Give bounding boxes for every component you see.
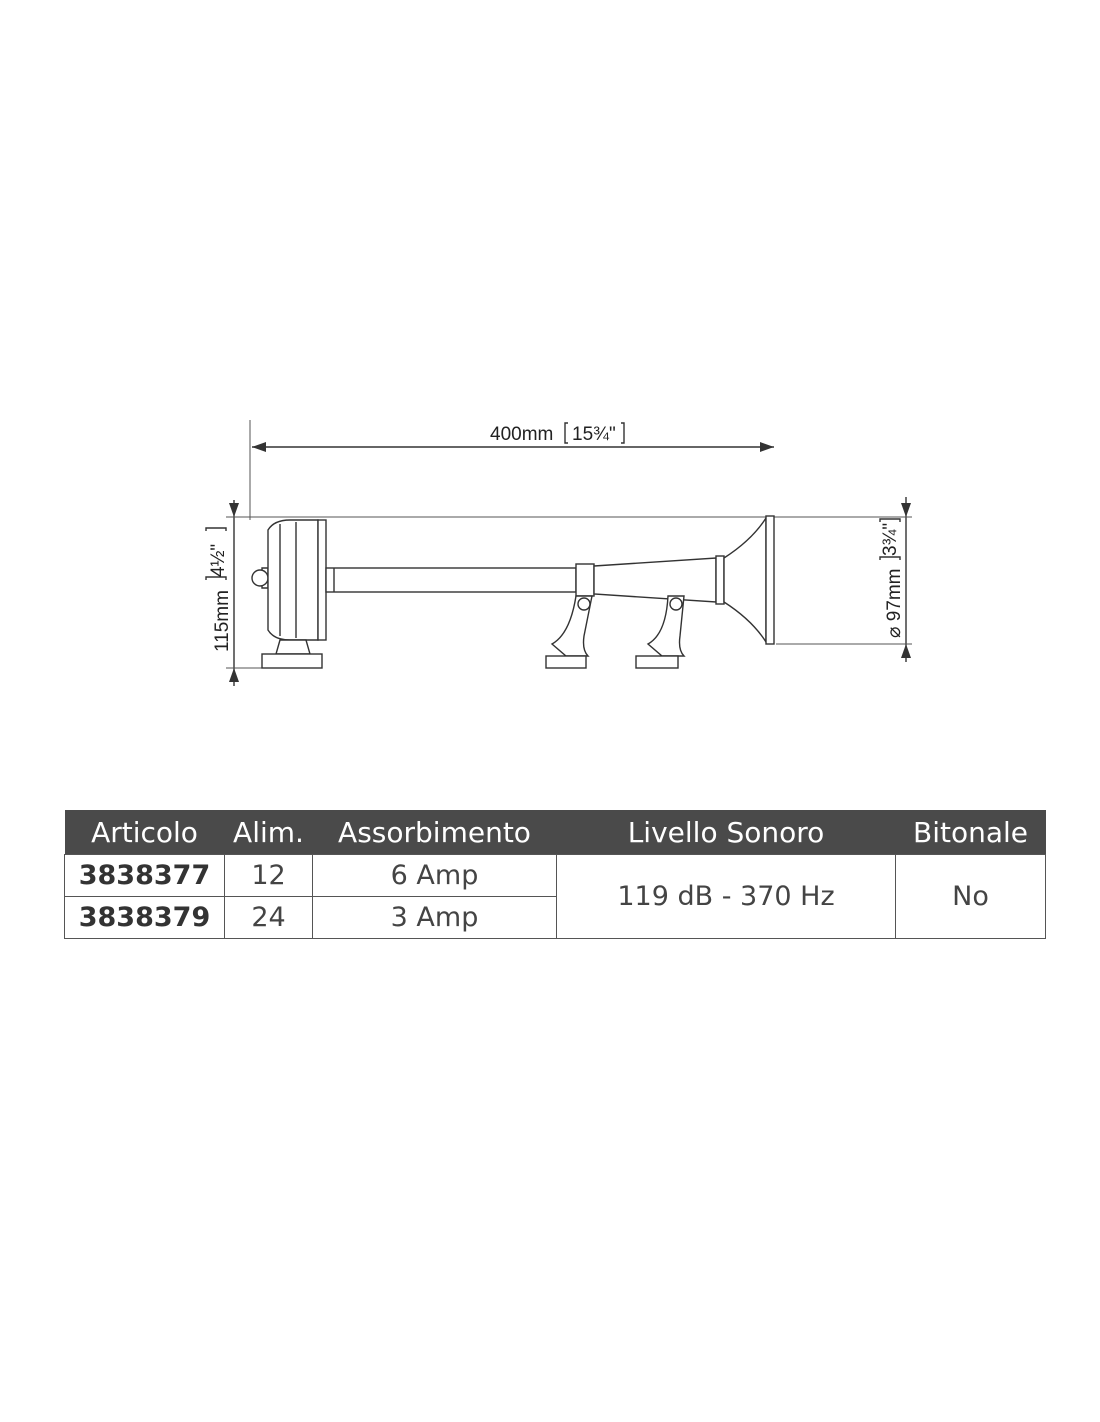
height-label: 115mm: [212, 590, 233, 652]
alim-value: 12: [225, 855, 313, 897]
assorbimento-value: 3 Amp: [313, 897, 557, 939]
article-code: 3838379: [65, 897, 225, 939]
header-assorbimento: Assorbimento: [313, 810, 557, 855]
diameter-label: ⌀ 97mm: [884, 568, 905, 638]
header-articolo: Articolo: [65, 810, 225, 855]
article-code: 3838377: [65, 855, 225, 897]
header-bitonale: Bitonale: [896, 810, 1046, 855]
table-row: [65, 855, 1046, 897]
assorbimento-value: 6 Amp: [313, 855, 557, 897]
diameter-dimension: [776, 497, 912, 662]
spec-table: [64, 810, 1046, 939]
length-label: 400mm: [490, 424, 554, 445]
diameter-inch-label: 3¾": [880, 522, 901, 556]
bitonale-value: No: [896, 855, 1046, 939]
alim-value: 24: [225, 897, 313, 939]
table-header-row: [65, 810, 1046, 855]
header-livello-sonoro: Livello Sonoro: [557, 810, 896, 855]
horn-outline: [252, 516, 774, 668]
length-dimension: [250, 420, 774, 520]
livello-sonoro-value: 119 dB - 370 Hz: [557, 855, 896, 939]
length-inch-label: 15¾": [572, 424, 616, 445]
header-alim: Alim.: [225, 810, 313, 855]
height-inch-label: 4½": [208, 543, 229, 577]
